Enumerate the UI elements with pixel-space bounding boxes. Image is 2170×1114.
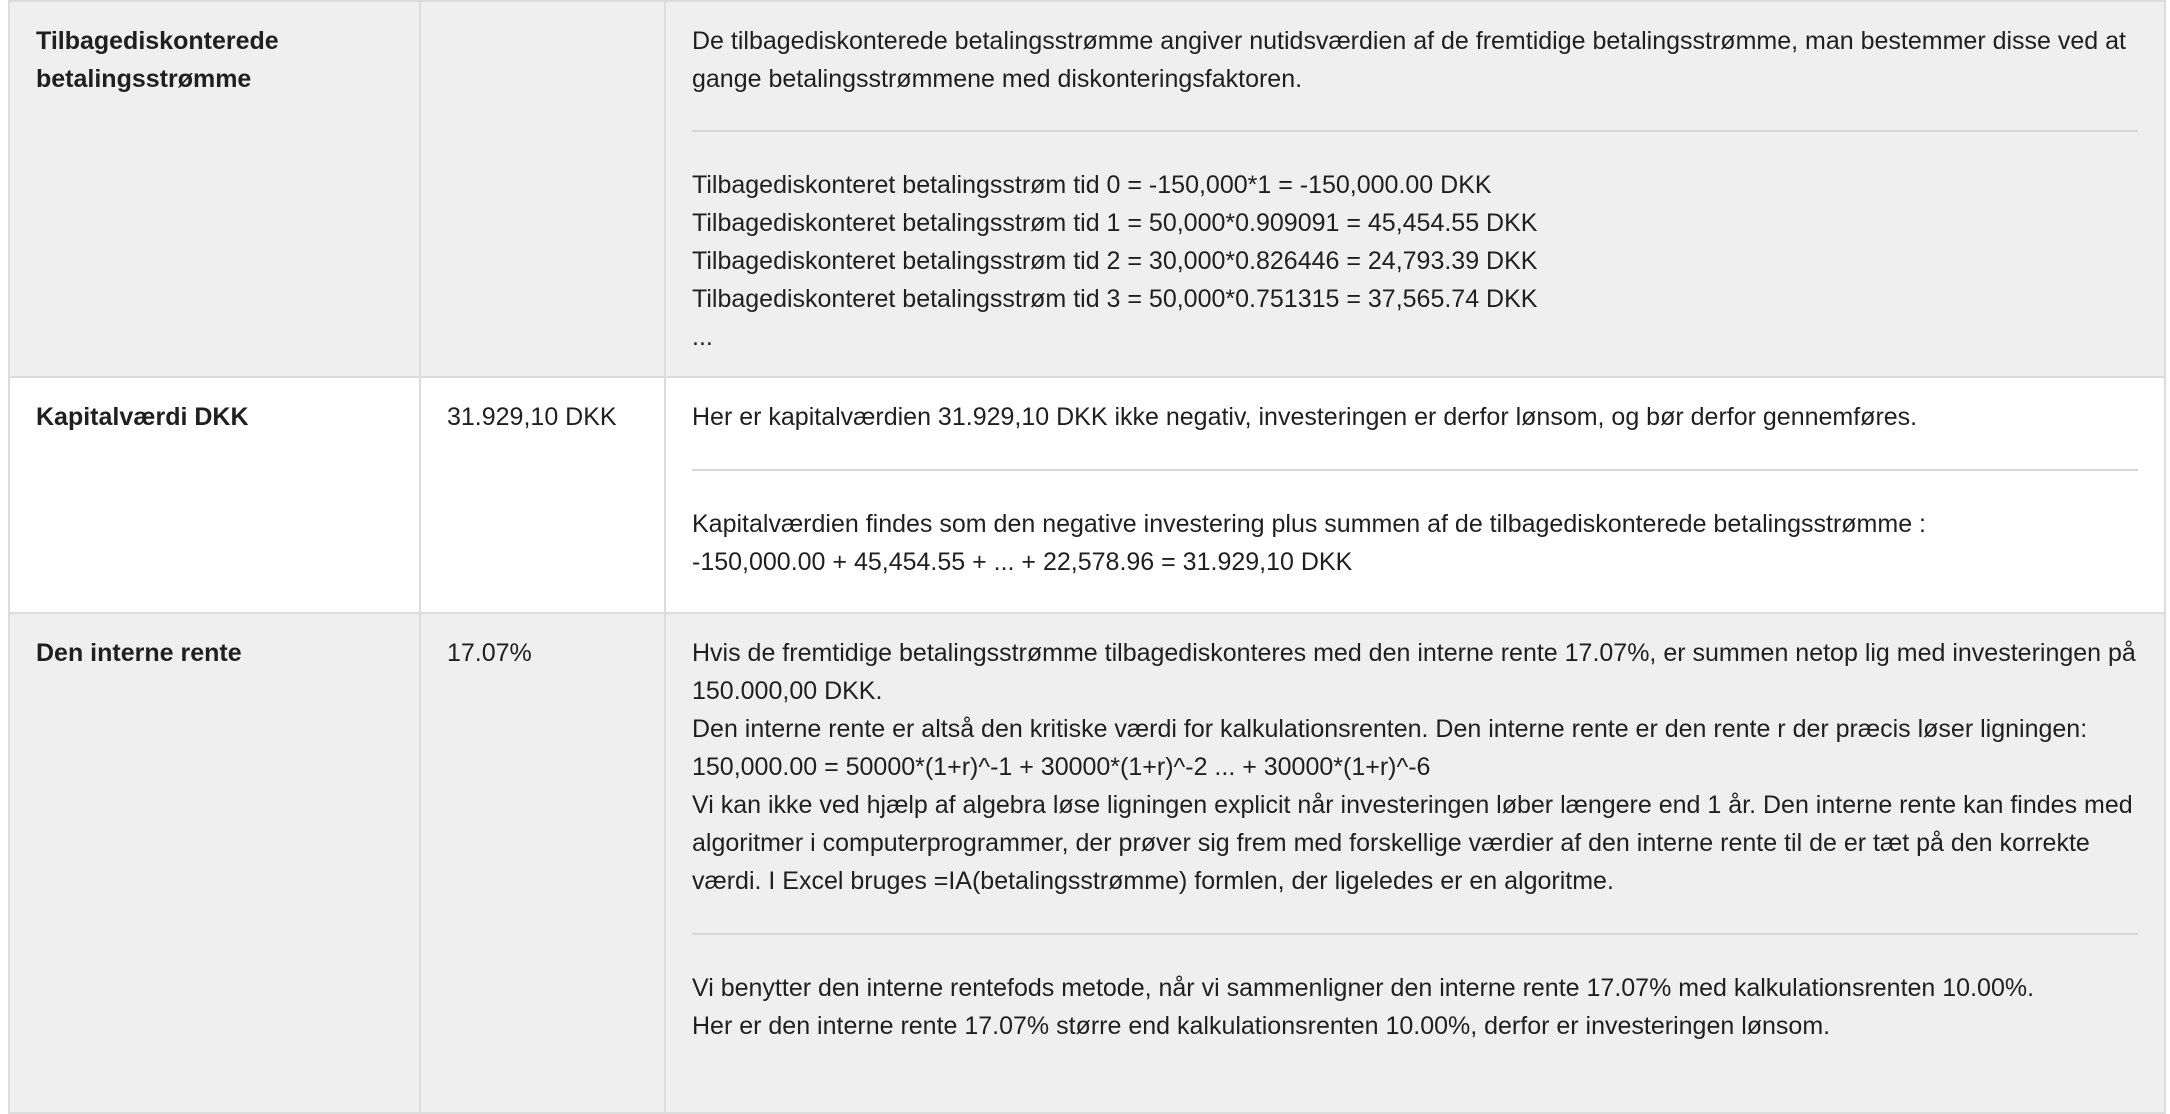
detail-line: Her er den interne rente 17.07% større end kalkulationsrenten 10.00%, derfor er investeringen lønsom. [692,1012,1831,1040]
row-label: Tilbagediskonterede betalingsstrømme [36,27,279,93]
detail-line: Tilbagediskonteret betalingsstrøm tid 3 = 50,000*0.751315 = 37,565.74 DKK [692,285,1538,313]
row-value [447,2,638,22]
results-table-container [8,0,2164,1114]
description-line: Den interne rente er altså den kritiske værdi for kalkulationsrenten. Den interne rente er den rente r der præcis løser ligningen: [692,715,2088,743]
detail-line: Kapitalværdien findes som den negative investering plus summen af de tilbagediskonterede betalingsstrømme : [692,510,1926,538]
row-description [692,614,2138,900]
section-divider [692,933,2138,935]
table-row-discounted-cashflows [9,1,2165,377]
detail-line: Tilbagediskonteret betalingsstrøm tid 0 = -150,000*1 = -150,000.00 DKK [692,171,1492,199]
results-table [8,0,2166,1114]
row-description: Her er kapitalværdien 31.929,10 DKK ikke negativ, investeringen er derfor lønsom, og bør derfor gennemføres. [692,403,1918,431]
table-row-net-present-value [9,377,2165,613]
detail-line: Vi benytter den interne rentefods metode, når vi sammenligner den interne rente 17.07% med kalkulationsrenten 10.00%. [692,974,2035,1002]
section-divider [692,469,2138,471]
row-label-cell [9,377,420,613]
row-value-cell [420,1,665,377]
description-line: Hvis de fremtidige betalingsstrømme tilbagediskonteres med den interne rente 17.07%, er summen netop lig med investeringen på 150.000,00 DKK. [692,639,2136,705]
description-line: Vi kan ikke ved hjælp af algebra løse ligningen explicit når investeringen løber længere end 1 år. Den interne rente kan findes med algoritmer i computerprogrammer, der prøver sig frem med forskellige værdier af den interne rente til de er tæt på den korrekte værdi. I Excel bruges =IA(betalingsstrømme) formlen, der ligeledes er en algoritme. [692,791,2133,895]
table-row-internal-rate [9,613,2165,1113]
section-divider [692,130,2138,132]
detail-lines [692,969,2138,1045]
row-value: 31.929,10 DKK [447,403,617,431]
row-explanation-cell [665,1,2165,377]
equation-line: 150,000.00 = 50000*(1+r)^-1 + 30000*(1+r)^-2 ... + 30000*(1+r)^-6 [692,753,1431,781]
row-label-cell [9,1,420,377]
row-value: 17.07% [447,639,532,667]
row-value-cell [420,377,665,613]
row-description: De tilbagediskonterede betalingsstrømme angiver nutidsværdien af de fremtidige betalingsstrømme, man bestemmer disse ved at gange betalingsstrømmene med diskonteringsfaktoren. [692,27,2126,93]
detail-line: Tilbagediskonteret betalingsstrøm tid 2 = 30,000*0.826446 = 24,793.39 DKK [692,247,1538,275]
detail-lines [692,505,2138,581]
row-value-cell [420,613,665,1113]
detail-line: Tilbagediskonteret betalingsstrøm tid 1 = 50,000*0.909091 = 45,454.55 DKK [692,209,1538,237]
row-label: Den interne rente [36,639,242,667]
row-label-cell [9,613,420,1113]
row-explanation-cell [665,613,2165,1113]
detail-lines [692,166,2138,356]
detail-line: -150,000.00 + 45,454.55 + ... + 22,578.96 = 31.929,10 DKK [692,548,1353,576]
row-label: Kapitalværdi DKK [36,403,249,431]
row-explanation-cell [665,377,2165,613]
detail-line: ... [692,323,713,351]
